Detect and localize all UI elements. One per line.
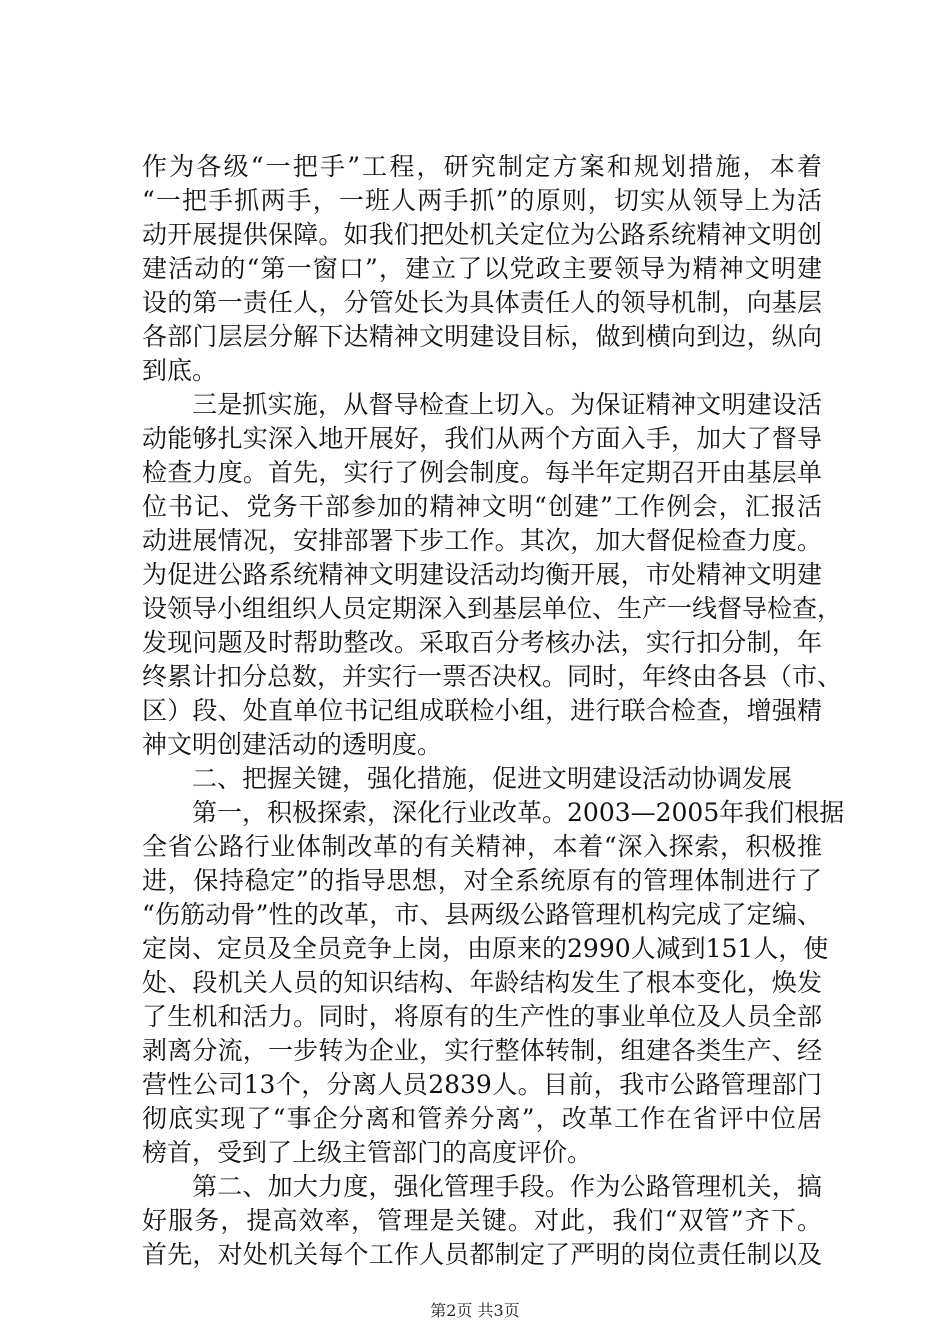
text-line: 到底。	[142, 356, 218, 385]
text-line: 全省公路行业体制改革的有关精神，本着“深入探索，积极推	[142, 832, 822, 861]
text-line: 定岗、定员及全员竞争上岗，由原来的2990人减到151人，使	[142, 934, 829, 963]
text-line: “一把手抓两手，一班人两手抓”的原则，切实从领导上为活	[142, 186, 822, 215]
text-line: 检查力度。首先，实行了例会制度。每半年定期召开由基层单	[142, 458, 822, 487]
text-line: 处、段机关人员的知识结构、年龄结构发生了根本变化，焕发	[142, 968, 822, 997]
text-line: 作为各级“一把手”工程，研究制定方案和规划措施，本着	[142, 152, 822, 181]
text-line: 各部门层层分解下达精神文明建设目标，做到横向到边，纵向	[142, 322, 822, 351]
paragraph-start-line: 第一，积极探索，深化行业改革。2003—2005年我们根据	[192, 798, 845, 827]
text-line: 终累计扣分总数，并实行一票否决权。同时，年终由各县（市、	[142, 662, 843, 691]
text-line: 剥离分流，一步转为企业，实行整体转制，组建各类生产、经	[142, 1036, 822, 1065]
text-line: 了生机和活力。同时，将原有的生产性的事业单位及人员全部	[142, 1002, 822, 1031]
text-line: 为促进公路系统精神文明建设活动均衡开展，市处精神文明建	[142, 560, 822, 589]
text-line: 营性公司13个，分离人员2839人。目前，我市公路管理部门	[142, 1070, 822, 1099]
paragraph-start-line: 三是抓实施，从督导检查上切入。为保证精神文明建设活	[192, 390, 822, 419]
text-line: 神文明创建活动的透明度。	[142, 730, 443, 759]
page-footer: 第2页 共3页	[430, 1301, 520, 1320]
body-text	[142, 150, 845, 1272]
text-line: 首先，对处机关每个工作人员都制定了严明的岗位责任制以及	[142, 1240, 822, 1269]
text-line: 动能够扎实深入地开展好，我们从两个方面入手，加大了督导	[142, 424, 822, 453]
text-line: 彻底实现了“事企分离和管养分离”，改革工作在省评中位居	[142, 1104, 822, 1133]
text-line: 建活动的“第一窗口”，建立了以党政主要领导为精神文明建	[142, 254, 822, 283]
text-line: 位书记、党务干部参加的精神文明“创建”工作例会，汇报活	[142, 492, 822, 521]
text-line: 进，保持稳定”的指导思想，对全系统原有的管理体制进行了	[142, 866, 822, 895]
text-line: 榜首，受到了上级主管部门的高度评价。	[142, 1138, 593, 1167]
text-line: 动进展情况，安排部署下步工作。其次，加大督促检查力度。	[142, 526, 822, 555]
text-line: 设的第一责任人，分管处长为具体责任人的领导机制，向基层	[142, 288, 822, 317]
text-line: 发现问题及时帮助整改。采取百分考核办法，实行扣分制，年	[142, 628, 822, 657]
paragraph-start-line: 第二、加大力度，强化管理手段。作为公路管理机关，搞	[192, 1172, 822, 1201]
text-line: 动开展提供保障。如我们把处机关定位为公路系统精神文明创	[142, 220, 822, 249]
text-line: 好服务，提高效率，管理是关键。对此，我们“双管”齐下。	[142, 1206, 822, 1235]
text-line: 设领导小组组织人员定期深入到基层单位、生产一线督导检查，	[142, 594, 843, 623]
text-line: “伤筋动骨”性的改革，市、县两级公路管理机构完成了定编、	[142, 900, 822, 929]
text-line: 区）段、处直单位书记组成联检小组，进行联合检查，增强精	[142, 696, 822, 725]
section-heading: 二、把握关键，强化措施，促进文明建设活动协调发展	[192, 764, 793, 793]
